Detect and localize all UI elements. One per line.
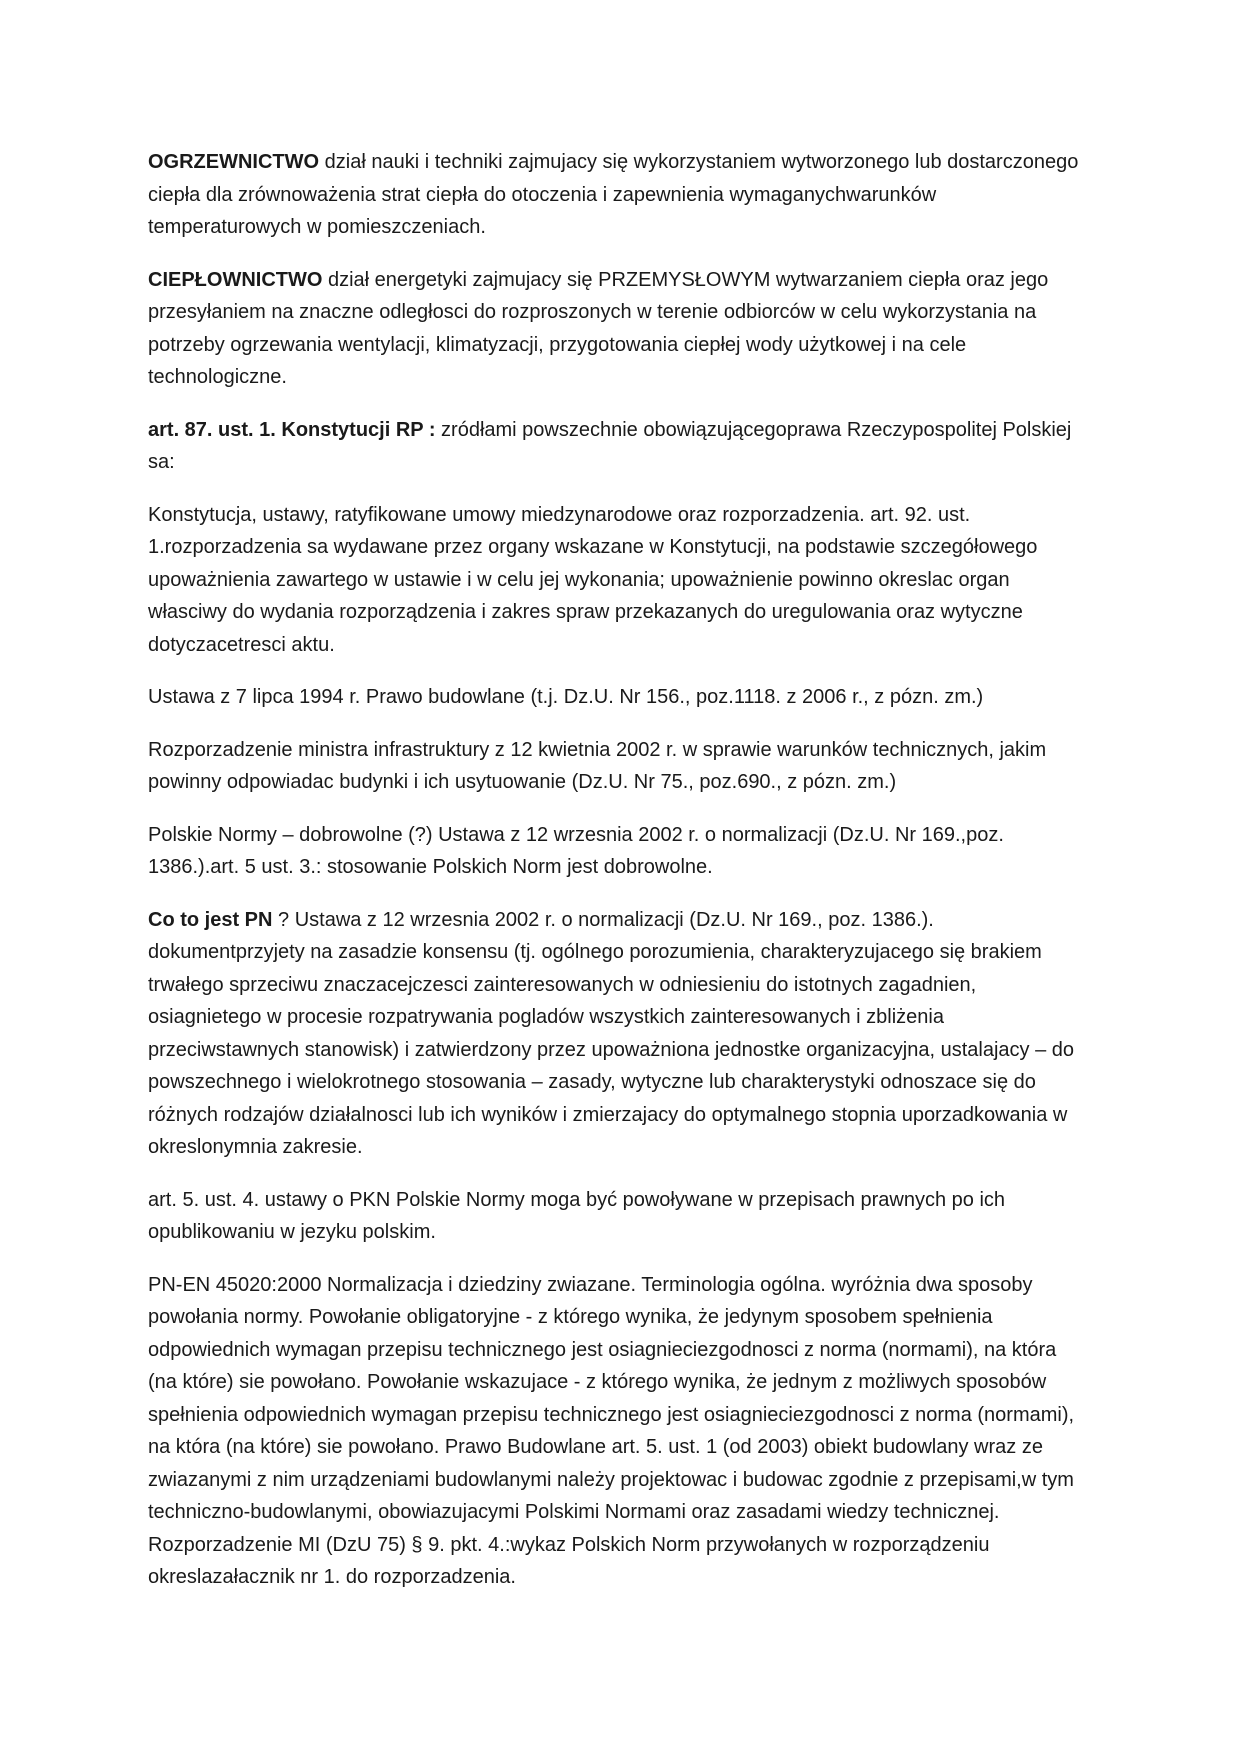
paragraph-zrodla-prawa: Konstytucja, ustawy, ratyfikowane umowy miedzynarodowe oraz rozporzadzenia. art. 92. ust. 1.rozporzadzenia sa wydawane przez organy wskazane w Konstytucji, na podstawie szczegółowego upoważnienia zawartego w ustawie i w celu jej wykonania; upoważnienie powinno okreslac organ własciwy do wydania rozporządzenia i zakres spraw przekazanych do uregulowania oraz wytyczne dotyczacetresci aktu. xyxy=(148,503,1038,656)
paragraph-pn-en-45020: PN-EN 45020:2000 Normalizacja i dziedziny zwiazane. Terminologia ogólna. wyróżnia dwa sposoby powołania normy. Powołanie obligatoryjne - z którego wynika, że jedynym sposobem spełnienia odpowiednich wymagan przepisu technicznego jest osiagnieciezgodnosci z norma (normami), na która (na które) sie powołano. Powołanie wskazujace - z którego wynika, że jednym z możliwych sposobów spełnienia odpowiednich wymagan przepisu technicznego jest osiagnieciezgodnosci z norma (normami), na która (na które) sie powołano. Prawo Budowlane art. 5. ust. 1 (od 2003) obiekt budowlany wraz ze zwiazanymi z nim urządzeniami budowlanymi należy projektowac i budowac zgodnie z przepisami,w tym techniczno-budowlanymi, obowiazujacymi Polskimi Normami oraz zasadami wiedzy technicznej. Rozporzadzenie MI (DzU 75) § 9. pkt. 4.:wykaz Polskich Norm przywołanych w rozporządzeniu okreslazałacznik nr 1. do rozporzadzenia. xyxy=(148,1273,1075,1588)
definition-ogrzewnictwo: dział nauki i techniki zajmujacy się wykorzystaniem wytworzonego lub dostarczonego ciepła dla zrównoważenia strat ciepła do otoczenia i zapewnienia wymaganychwarunków temperaturowych w pomieszczeniach. xyxy=(148,151,1079,238)
paragraph-cieplownictwo xyxy=(148,264,1088,394)
term-cieplownictwo: CIEPŁOWNICTWO xyxy=(148,268,323,291)
paragraph-prawo-budowlane: Ustawa z 7 lipca 1994 r. Prawo budowlane (t.j. Dz.U. Nr 156., poz.1118. z 2006 r., z pózn. zm.) xyxy=(148,686,984,708)
term-ogrzewnictwo: OGRZEWNICTWO xyxy=(148,151,320,173)
paragraph-co-to-jest-pn xyxy=(148,904,1088,1164)
term-art87: art. 87. ust. 1. Konstytucji RP : xyxy=(148,418,436,441)
paragraph-ogrzewnictwo xyxy=(148,146,1088,244)
document-page xyxy=(148,146,1088,1614)
text-co-to-jest-pn: ? Ustawa z 12 wrzesnia 2002 r. o normalizacji (Dz.U. Nr 169., poz. 1386.). dokumentprzyjety na zasadzie konsensu (tj. ogólnego porozumienia, charakteryzujacego się brakiem trwałego sprzeciwu znaczacejczesci zainteresowanych w odniesieniu do istotnych zagadnien, osiagnietego w procesie rozpatrywania pogladów wszystkich zainteresowanych i zbliżenia przeciwstawnych stanowisk) i zatwierdzony przez upoważniona jednostke organizacyjna, ustalajacy – do powszechnego i wielokrotnego stosowania – zasady, wytyczne lub charakterystyki odnoszace się do różnych rodzajów działalnosci lub ich wyników i zmierzajacy do optymalnego stopnia uporzadkowania w okreslonymnia zakresie. xyxy=(148,908,1075,1158)
paragraph-rozporzadzenie-mi: Rozporzadzenie ministra infrastruktury z 12 kwietnia 2002 r. w sprawie warunków technicznych, jakim powinny odpowiadac budynki i ich usytuowanie (Dz.U. Nr 75., poz.690., z pózn. zm.) xyxy=(148,738,1047,793)
term-co-to-jest-pn: Co to jest PN xyxy=(148,908,273,931)
paragraph-konstytucja-art87 xyxy=(148,414,1088,479)
definition-cieplownictwo: dział energetyki zajmujacy się PRZEMYSŁOWYM wytwarzaniem ciepła oraz jego przesyłaniem na znaczne odległosci do rozproszonych w terenie odbiorców w celu wykorzystania na potrzeby ogrzewania wentylacji, klimatyzacji, przygotowania ciepłej wody użytkowej i na cele technologiczne. xyxy=(148,268,1049,388)
paragraph-art5-ust4: art. 5. ust. 4. ustawy o PKN Polskie Normy moga być powoływane w przepisach prawnych po ich opublikowaniu w jezyku polskim. xyxy=(148,1188,1006,1243)
paragraph-polskie-normy: Polskie Normy – dobrowolne (?) Ustawa z 12 wrzesnia 2002 r. o normalizacji (Dz.U. Nr 169.,poz. 1386.).art. 5 ust. 3.: stosowanie Polskich Norm jest dobrowolne. xyxy=(148,823,1004,878)
text-art87: zródłami powszechnie obowiązującegoprawa Rzeczypospolitej Polskiej sa: xyxy=(148,418,1072,473)
